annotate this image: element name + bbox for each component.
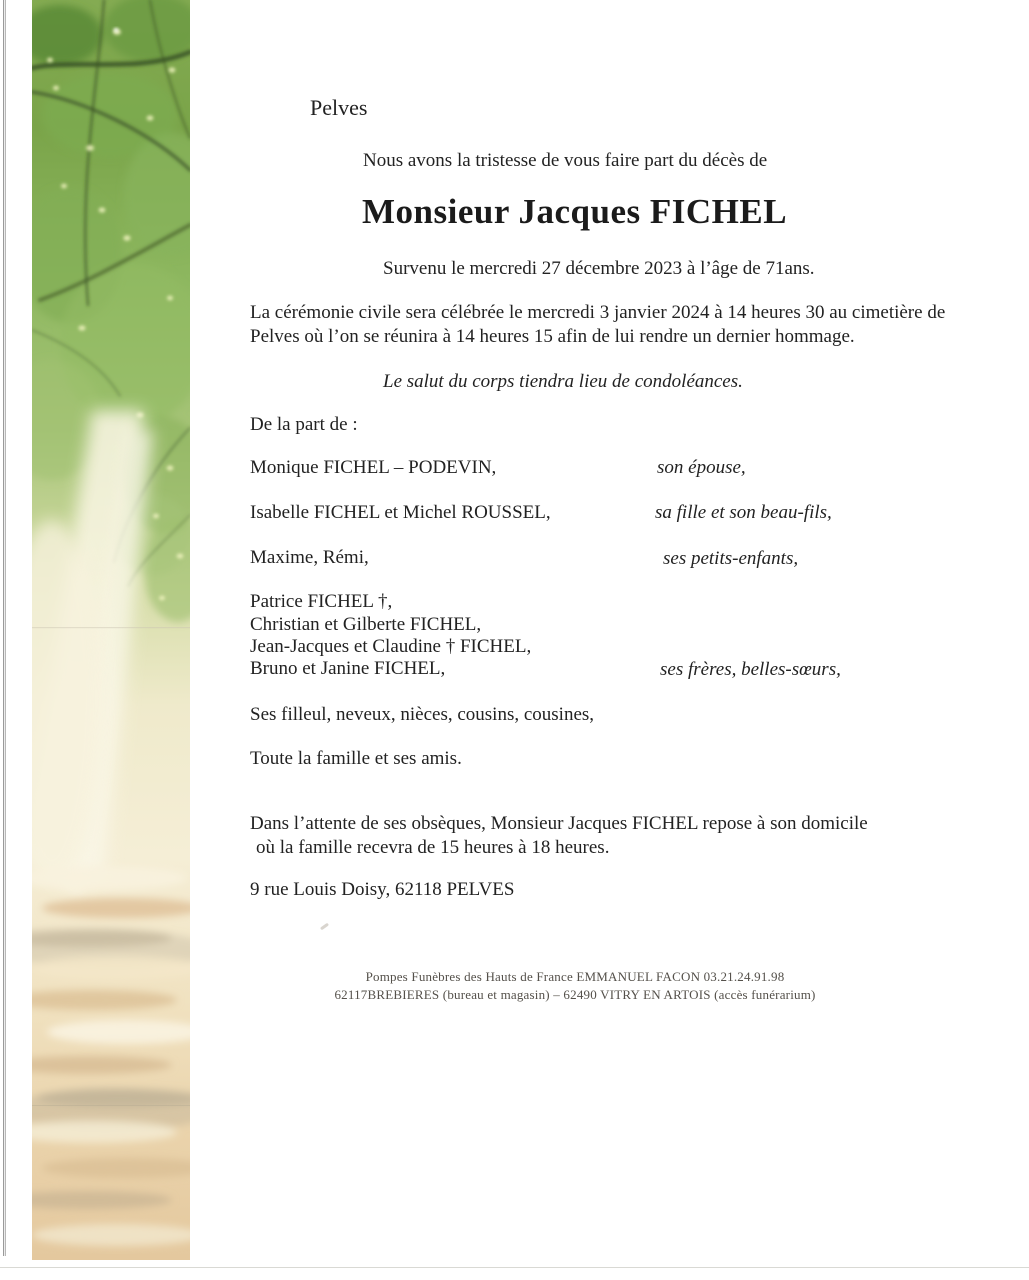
sibling-line: Bruno et Janine FICHEL, <box>250 658 446 679</box>
relative-name: Monique FICHEL – PODEVIN, <box>250 457 497 478</box>
from-label: De la part de : <box>250 414 358 435</box>
ceremony-line-1: La cérémonie civile sera célébrée le mercredi 3 janvier 2024 à 14 heures 30 au cimetière de <box>250 302 946 323</box>
relative-relation: son épouse, <box>657 457 746 478</box>
siblings-relation: ses frères, belles-sœurs, <box>660 659 841 680</box>
address-line: 9 rue Louis Doisy, 62118 PELVES <box>250 879 515 900</box>
sibling-line: Patrice FICHEL †, <box>250 591 393 612</box>
relative-name: Isabelle FICHEL et Michel ROUSSEL, <box>250 502 551 523</box>
sibling-line: Christian et Gilberte FICHEL, <box>250 614 482 635</box>
friends-line: Toute la famille et ses amis. <box>250 748 462 769</box>
footer-line-1: Pompes Funèbres des Hauts de France EMMANUEL FACON 03.21.24.91.98 <box>365 969 785 984</box>
footer-line-2: 62117BREBIERES (bureau et magasin) – 62490 VITRY EN ARTOIS (accès funérarium) <box>334 987 816 1002</box>
deceased-name: Monsieur Jacques FICHEL <box>362 192 788 231</box>
relative-name: Maxime, Rémi, <box>250 547 369 568</box>
relative-relation: ses petits-enfants, <box>663 548 799 569</box>
forest-path-photo <box>32 0 190 1260</box>
intro-line: Nous avons la tristesse de vous faire part du décès de <box>363 150 768 171</box>
extended-family-line: Ses filleul, neveux, nièces, cousins, cousines, <box>250 704 595 725</box>
sibling-line: Jean-Jacques et Claudine † FICHEL, <box>250 636 532 657</box>
repose-line-1: Dans l’attente de ses obsèques, Monsieur Jacques FICHEL repose à son domicile <box>250 813 868 834</box>
relative-relation: sa fille et son beau-fils, <box>655 502 832 523</box>
scan-bottom-line <box>0 1267 1029 1268</box>
death-date-line: Survenu le mercredi 27 décembre 2023 à l’âge de 71ans. <box>383 258 815 279</box>
town-name: Pelves <box>310 95 368 120</box>
scan-edge-line <box>3 0 6 1256</box>
repose-line-2: où la famille recevra de 15 heures à 18 heures. <box>256 837 610 858</box>
scan-speck <box>320 923 329 931</box>
ceremony-line-2: Pelves où l’on se réunira à 14 heures 15 afin de lui rendre un dernier hommage. <box>250 326 855 347</box>
condolence-note: Le salut du corps tiendra lieu de condoléances. <box>383 371 743 392</box>
